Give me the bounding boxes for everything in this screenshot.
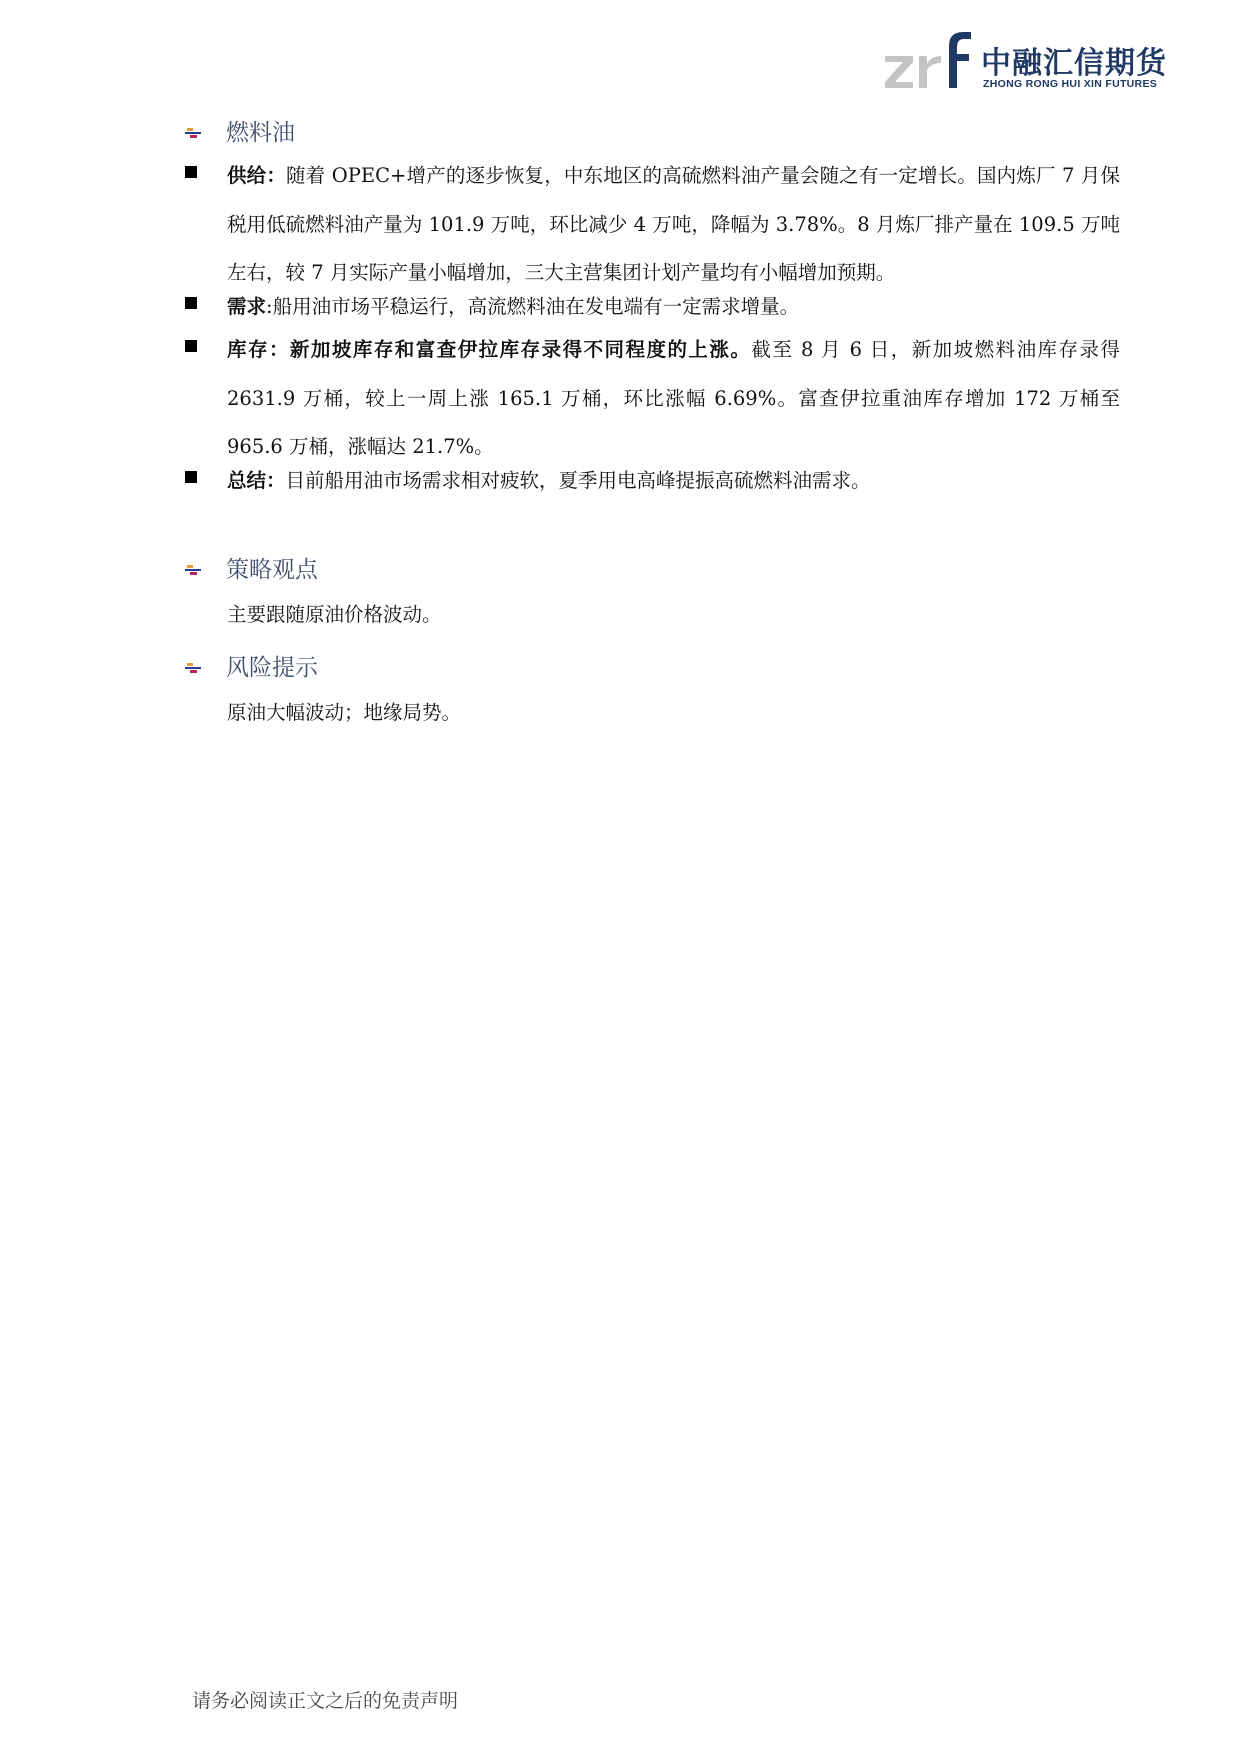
zrf-logo-mark-icon bbox=[883, 28, 975, 94]
paragraph-supply bbox=[227, 152, 1120, 298]
square-bullet-icon bbox=[185, 166, 197, 178]
heading-bullet-icon bbox=[185, 127, 201, 139]
text-inventory: 截至 8 月 6 日，新加坡燃料油库存录得 2631.9 万桶，较上一周上涨 165.1 万桶，环比涨幅 6.69%。富查伊拉重油库存增加 172 万桶至 965.6 万桶，涨幅达 21.7%。 bbox=[227, 338, 1120, 458]
section-heading-strategy bbox=[185, 552, 318, 582]
text-summary: 目前船用油市场需求相对疲软，夏季用电高峰提振高硫燃料油需求。 bbox=[285, 469, 871, 492]
section-heading-risk bbox=[185, 650, 318, 680]
square-bullet-icon bbox=[185, 297, 197, 309]
label-demand: 需求 bbox=[227, 295, 267, 318]
paragraph-inventory bbox=[227, 326, 1120, 472]
footer-disclaimer: 请务必阅读正文之后的免责声明 bbox=[192, 1690, 459, 1712]
label-supply: 供给： bbox=[227, 164, 287, 187]
bullet-demand bbox=[185, 283, 1120, 332]
logo-chinese-name: 中融汇信期货 bbox=[981, 46, 1167, 81]
label-summary: 总结： bbox=[227, 469, 286, 492]
section-title: 燃料油 bbox=[226, 119, 295, 146]
company-logo bbox=[883, 28, 1167, 94]
section-title: 风险提示 bbox=[226, 654, 318, 681]
paragraph-demand bbox=[227, 283, 1120, 332]
square-bullet-icon bbox=[185, 471, 197, 483]
paragraph-risk: 原油大幅波动；地缘局势。 bbox=[227, 701, 462, 724]
bullet-summary bbox=[185, 457, 1120, 506]
bullet-supply bbox=[185, 152, 1120, 298]
paragraph-summary bbox=[227, 457, 1120, 506]
square-bullet-icon bbox=[185, 340, 197, 352]
text-inventory-highlight: 新加坡库存和富查伊拉库存录得不同程度的上涨。 bbox=[289, 338, 752, 361]
label-inventory: 库存： bbox=[227, 338, 290, 361]
bullet-inventory bbox=[185, 326, 1120, 472]
section-heading-fuel-oil bbox=[185, 115, 295, 145]
section-title: 策略观点 bbox=[226, 556, 318, 583]
heading-bullet-icon bbox=[185, 564, 201, 576]
text-demand: :船用油市场平稳运行，高流燃料油在发电端有一定需求增量。 bbox=[266, 295, 800, 318]
paragraph-strategy: 主要跟随原油价格波动。 bbox=[227, 603, 442, 626]
text-supply: 随着 OPEC+增产的逐步恢复，中东地区的高硫燃料油产量会随之有一定增长。国内炼厂 7 月保税用低硫燃料油产量为 101.9 万吨，环比减少 4 万吨，降幅为 3.78%。8 月炼厂排产量在 109.5 万吨左右，较 7 月实际产量小幅增加，三大主营集团计划产量均有小幅增加预期。 bbox=[227, 164, 1120, 284]
logo-english-name: ZHONG RONG HUI XIN FUTURES bbox=[983, 78, 1158, 90]
heading-bullet-icon bbox=[185, 662, 201, 674]
